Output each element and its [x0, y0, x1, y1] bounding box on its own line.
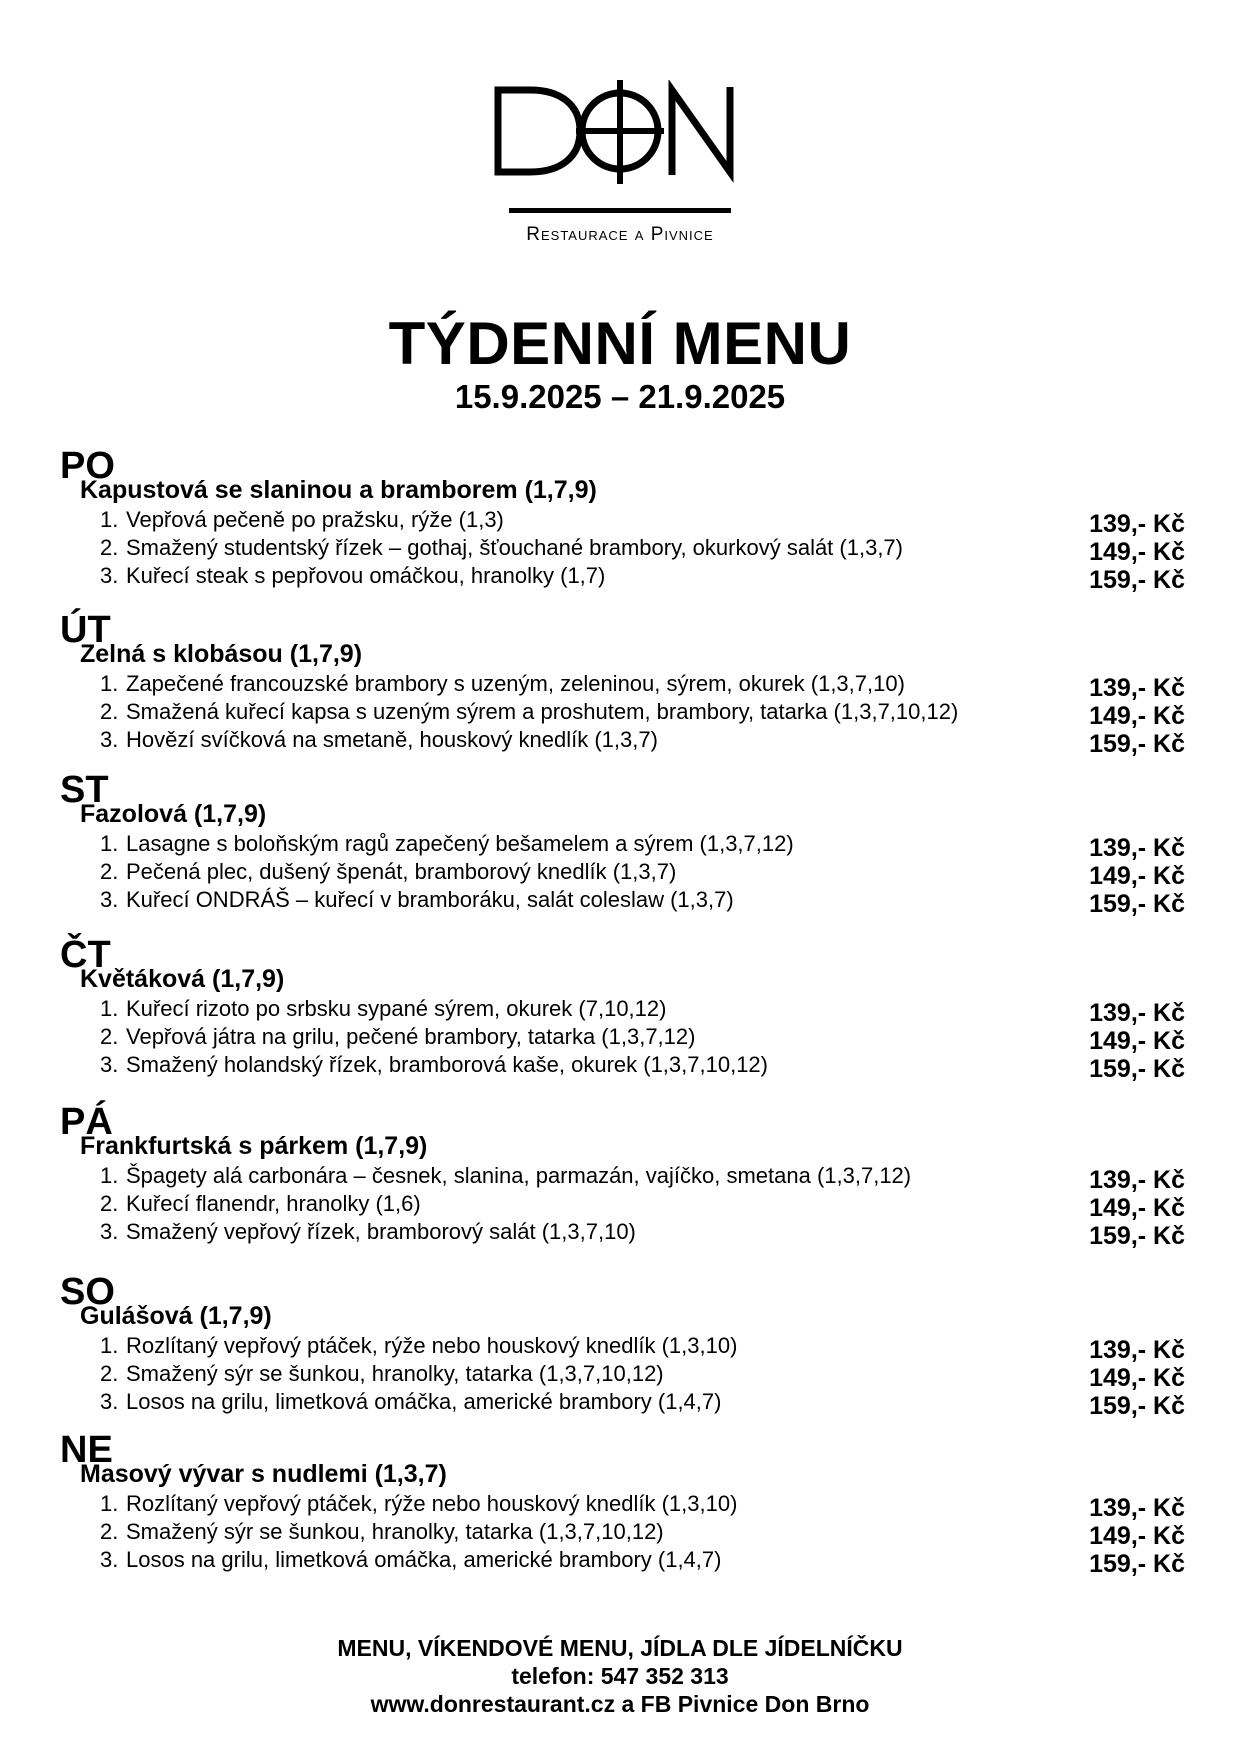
menu-item [100, 1333, 1185, 1364]
menu-item [100, 1547, 1185, 1578]
menu-item-price: 139,- Kč [1089, 834, 1185, 862]
menu-item-number: 3. [100, 1547, 119, 1572]
menu-item-description: Kuřecí steak s pepřovou omáčkou, hranolky (1,7) [126, 563, 606, 588]
soup-of-day: Zelná s klobásou (1,7,9) [80, 640, 363, 668]
menu-item-description: Kuřecí ONDRÁŠ – kuřecí v bramboráku, salát coleslaw (1,3,7) [126, 887, 734, 912]
menu-item-number: 1. [100, 671, 119, 696]
menu-item [100, 996, 1185, 1027]
menu-item-number: 1. [100, 1333, 119, 1358]
day-name: ÚT [60, 609, 111, 651]
footer-info: MENU, VÍKENDOVÉ MENU, JÍDLA DLE JÍDELNÍČKU [337, 1635, 903, 1661]
day-name: ST [60, 769, 109, 811]
menu-item-price: 149,- Kč [1089, 1522, 1185, 1550]
menu-item-price: 139,- Kč [1089, 1166, 1185, 1194]
menu-item [100, 535, 1185, 566]
menu-item-description: Losos na grilu, limetková omáčka, americké brambory (1,4,7) [126, 1547, 722, 1572]
date-range: 15.9.2025 – 21.9.2025 [454, 378, 786, 415]
menu-item-number: 1. [100, 996, 119, 1021]
menu-item [100, 887, 1185, 918]
soup-of-day: Fazolová (1,7,9) [80, 800, 267, 828]
menu-item-price: 139,- Kč [1089, 510, 1185, 538]
menu-item [100, 1052, 1185, 1083]
day-name: NE [60, 1429, 113, 1471]
menu-item-number: 2. [100, 1191, 119, 1216]
menu-item-description: Vepřová pečeně po pražsku, rýže (1,3) [126, 507, 504, 532]
soup-of-day: Kapustová se slaninou a bramborem (1,7,9) [80, 476, 597, 504]
menu-item-number: 1. [100, 507, 119, 532]
menu-item-price: 159,- Kč [1089, 1550, 1185, 1578]
menu-item-number: 1. [100, 831, 119, 856]
day-name: PO [60, 445, 115, 487]
menu-item-number: 2. [100, 535, 119, 560]
page-title: TÝDENNÍ MENU [388, 310, 852, 377]
menu-item-description: Rozlítaný vepřový ptáček, rýže nebo houskový knedlík (1,3,10) [126, 1491, 738, 1516]
menu-item-description: Losos na grilu, limetková omáčka, americké brambory (1,4,7) [126, 1389, 722, 1414]
menu-item-description: Pečená plec, dušený špenát, bramborový knedlík (1,3,7) [126, 859, 677, 884]
menu-item [100, 563, 1185, 594]
menu-item [100, 1519, 1185, 1550]
menu-item-description: Smažený vepřový řízek, bramborový salát (1,3,7,10) [126, 1219, 636, 1244]
menu-item-number: 3. [100, 1219, 119, 1244]
menu-item-description: Vepřová játra na grilu, pečené brambory, tatarka (1,3,7,12) [126, 1024, 696, 1049]
menu-item [100, 1361, 1185, 1392]
menu-item-description: Smažený holandský řízek, bramborová kaše, okurek (1,3,7,10,12) [126, 1052, 768, 1077]
menu-item-price: 139,- Kč [1089, 1336, 1185, 1364]
menu-item-description: Smažený sýr se šunkou, hranolky, tatarka (1,3,7,10,12) [126, 1361, 664, 1386]
menu-item-number: 2. [100, 1361, 119, 1386]
menu-item [100, 859, 1185, 890]
soup-of-day: Gulášová (1,7,9) [80, 1302, 272, 1330]
menu-item-price: 159,- Kč [1089, 1392, 1185, 1420]
menu-item-number: 3. [100, 727, 119, 752]
footer-phone: telefon: 547 352 313 [511, 1663, 729, 1689]
menu-item-price: 149,- Kč [1089, 1364, 1185, 1392]
menu-item-price: 149,- Kč [1089, 1194, 1185, 1222]
menu-item-price: 149,- Kč [1089, 538, 1185, 566]
menu-item-price: 139,- Kč [1089, 674, 1185, 702]
menu-item-number: 2. [100, 699, 119, 724]
menu-item-number: 3. [100, 887, 119, 912]
menu-item-number: 3. [100, 563, 119, 588]
menu-item [100, 1024, 1185, 1055]
menu-item [100, 1389, 1185, 1420]
footer [0, 1634, 1240, 1718]
menu-item-number: 3. [100, 1389, 119, 1414]
menu-item-description: Rozlítaný vepřový ptáček, rýže nebo houskový knedlík (1,3,10) [126, 1333, 738, 1358]
menu-item-number: 2. [100, 1024, 119, 1049]
menu-item-price: 159,- Kč [1089, 566, 1185, 594]
soup-of-day: Frankfurtská s párkem (1,7,9) [80, 1132, 428, 1160]
menu-item-price: 159,- Kč [1089, 1222, 1185, 1250]
menu-item-description: Špagety alá carbonára – česnek, slanina, parmazán, vajíčko, smetana (1,3,7,12) [126, 1163, 912, 1188]
menu-item-description: Smažená kuřecí kapsa s uzeným sýrem a proshutem, brambory, tatarka (1,3,7,10,12) [126, 699, 959, 724]
menu-item-description: Kuřecí rizoto po srbsku sypané sýrem, okurek (7,10,12) [126, 996, 667, 1021]
day-name: ČT [60, 934, 111, 976]
menu-item [100, 699, 1185, 730]
menu-item [100, 1191, 1185, 1222]
day-name: SO [60, 1271, 115, 1313]
menu-item-price: 159,- Kč [1089, 1055, 1185, 1083]
menu-item-description: Smažený sýr se šunkou, hranolky, tatarka (1,3,7,10,12) [126, 1519, 664, 1544]
menu-item [100, 831, 1185, 862]
soup-of-day: Květáková (1,7,9) [80, 965, 285, 993]
menu-item [100, 1163, 1185, 1194]
menu-item-number: 3. [100, 1052, 119, 1077]
menu-item [100, 1219, 1185, 1250]
menu-item-price: 139,- Kč [1089, 1494, 1185, 1522]
menu-item-price: 159,- Kč [1089, 890, 1185, 918]
logo-subtitle: Restaurace a Pivnice [526, 224, 714, 245]
menu-item-description: Lasagne s boloňským ragů zapečený bešamelem a sýrem (1,3,7,12) [126, 831, 794, 856]
menu-item-price: 149,- Kč [1089, 862, 1185, 890]
menu-item-price: 139,- Kč [1089, 999, 1185, 1027]
menu-item-description: Kuřecí flanendr, hranolky (1,6) [126, 1191, 421, 1216]
menu-item [100, 727, 1185, 758]
menu-item-number: 1. [100, 1163, 119, 1188]
menu-item [100, 671, 1185, 702]
menu-item-number: 1. [100, 1491, 119, 1516]
menu-item-description: Smažený studentský řízek – gothaj, šťouchané brambory, okurkový salát (1,3,7) [126, 535, 903, 560]
menu-item-price: 159,- Kč [1089, 730, 1185, 758]
menu-item-price: 149,- Kč [1089, 702, 1185, 730]
footer-website: www.donrestaurant.cz a FB Pivnice Don Brno [370, 1691, 870, 1717]
menu-item-description: Hovězí svíčková na smetaně, houskový knedlík (1,3,7) [126, 727, 658, 752]
menu-item [100, 1491, 1185, 1522]
menu-item-number: 2. [100, 1519, 119, 1544]
menu-item-number: 2. [100, 859, 119, 884]
menu-item-description: Zapečené francouzské brambory s uzeným, zeleninou, sýrem, okurek (1,3,7,10) [126, 671, 905, 696]
menu-item [100, 507, 1185, 538]
day-name: PÁ [60, 1101, 113, 1143]
soup-of-day: Masový vývar s nudlemi (1,3,7) [80, 1460, 447, 1488]
menu-item-price: 149,- Kč [1089, 1027, 1185, 1055]
